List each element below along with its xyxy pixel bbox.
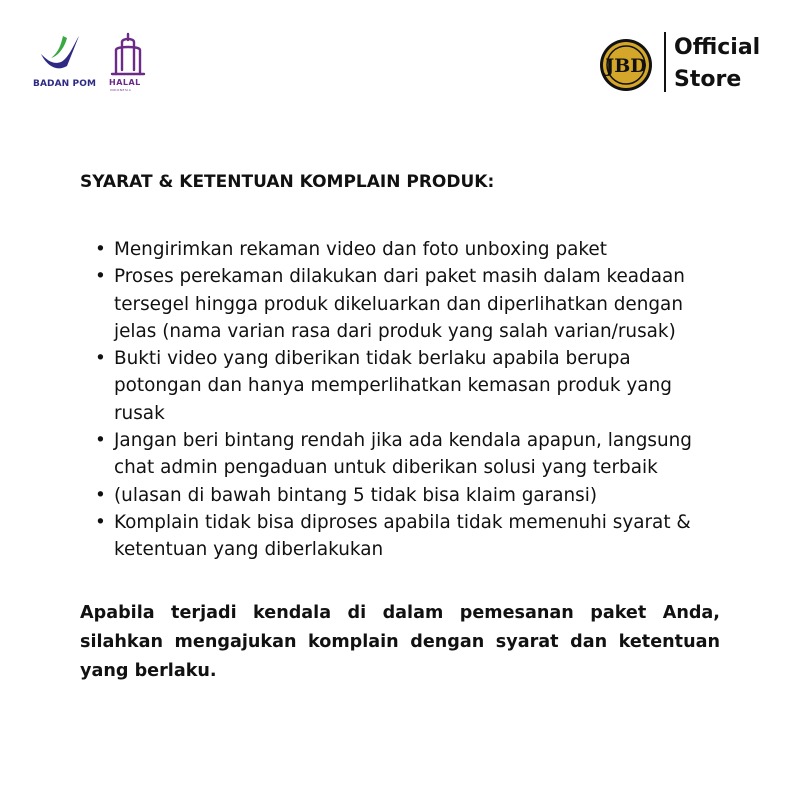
jbd-logo-text: JBD (605, 55, 647, 77)
official-store-label (674, 32, 784, 96)
halal-label: HALAL (109, 78, 141, 87)
bullet-icon: • (95, 484, 106, 506)
terms-list-item: • Proses perekaman dilakukan dari paket masih dalam keadaan tersegel hingga produk dikeluarkan dan diperlihatkan dengan jelas (nama varian rasa dari produk yang salah varian/rusak) (94, 263, 720, 345)
bullet-icon: • (95, 266, 106, 288)
terms-list (94, 236, 720, 564)
terms-list-item: • (ulasan di bawah bintang 5 tidak bisa klaim garansi) (94, 482, 720, 509)
jbd-brand-logo (598, 37, 654, 93)
bullet-icon: • (95, 430, 106, 452)
halal-sublabel: INDONESIA (110, 88, 132, 92)
jbd-monogram-icon (598, 37, 654, 93)
store-divider (664, 32, 666, 92)
terms-list-item: • Komplain tidak bisa diproses apabila tidak memenuhi syarat & ketentuan yang diberlakukan (94, 509, 720, 564)
complaint-terms (80, 168, 720, 686)
terms-list-item: • Bukti video yang diberikan tidak berlaku apabila berupa potongan dan hanya memperlihatkan kemasan produk yang rusak (94, 345, 720, 427)
terms-list-item: • Jangan beri bintang rendah jika ada kendala apapun, langsung chat admin pengaduan untuk diberikan solusi yang terbaik (94, 427, 720, 482)
badan-pom-swoosh-icon (39, 32, 83, 76)
closing-paragraph: Apabila terjadi kendala di dalam pemesanan paket Anda, silahkan mengajukan komplain dengan syarat dan ketentuan yang berlaku. (80, 602, 720, 681)
badan-pom-logo (33, 32, 97, 92)
terms-list-item: • Mengirimkan rekaman video dan foto unboxing paket (94, 236, 720, 263)
bullet-icon: • (95, 348, 106, 370)
terms-heading: SYARAT & KETENTUAN KOMPLAIN PRODUK: (80, 172, 495, 192)
official-store-line-2: Store (674, 67, 742, 92)
bullet-icon: • (95, 511, 106, 533)
official-store-line-1: Official (674, 35, 761, 60)
halal-emblem-icon (110, 32, 146, 76)
bullet-icon: • (95, 239, 106, 260)
badan-pom-label: BADAN POM (33, 79, 97, 89)
halal-indonesia-logo (108, 32, 148, 94)
